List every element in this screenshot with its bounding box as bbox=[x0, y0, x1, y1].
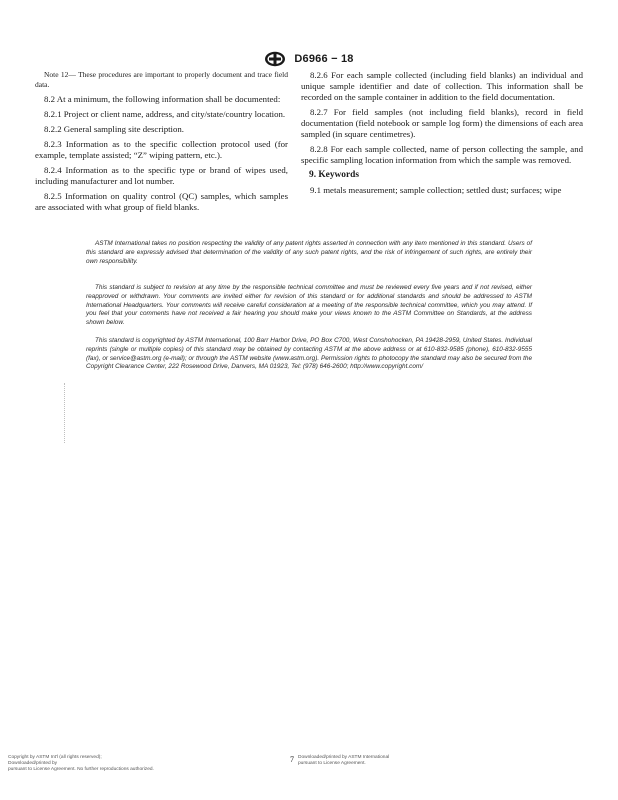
section-8-2-8: 8.2.8 For each sample collected, name of person collecting the sample, and specific sampling location information from which the sample was removed. bbox=[301, 144, 583, 165]
footer-license-right bbox=[298, 755, 498, 767]
section-8-2-7: 8.2.7 For field samples (not including field blanks), record in field documentation (field notebook or sample log form) the dimensions of each area sampled (in square centimetres). bbox=[301, 107, 583, 139]
section-8-2-4: 8.2.4 Information as to the specific type or brand of wipes used, including manufacturer and lot number. bbox=[35, 165, 288, 186]
footer-left-line: Downloaded/printed by bbox=[8, 761, 58, 766]
page-number: 7 bbox=[290, 755, 294, 764]
keywords-heading: 9. Keywords bbox=[309, 170, 359, 180]
margin-dotted-line bbox=[64, 383, 67, 443]
left-column bbox=[35, 70, 288, 217]
revision-notice-text: This standard is subject to revision at any time by the responsible technical committee and must be reviewed every five years and if not revised, either reapproved or withdrawn. Your comments are invited either for revision of this standard or for additional standards and should be addressed to ASTM International Headquarters. Your comments will receive careful consideration at a meeting of the responsible technical committee, which you may attend. If you feel that your comments have not received a fair hearing you should make your views known to the ASTM Committee on Standards, at the address shown below. bbox=[86, 284, 532, 327]
patent-notice-text: ASTM International takes no position respecting the validity of any patent rights asserted in connection with any item mentioned in this standard. Users of this standard are expressly advised that determination of the validity of any such patent rights, and the risk of infringement of such rights, are entirely their own responsibility. bbox=[86, 240, 532, 265]
copyright-notice bbox=[86, 337, 532, 372]
section-8-2-3: 8.2.3 Information as to the specific collection protocol used (for example, template assisted; “Z” wiping pattern, etc.). bbox=[35, 139, 288, 160]
note-12 bbox=[35, 70, 288, 90]
section-8-2-2: 8.2.2 General sampling site description. bbox=[44, 124, 184, 134]
right-column bbox=[301, 70, 583, 200]
section-8-2-6: 8.2.6 For each sample collected (including field blanks) an individual and unique sample identifier and date of collection. This information shall be recorded on the sample container in addition to the field documentation. bbox=[301, 70, 583, 102]
note-text: These procedures are important to properly document and trace field data. bbox=[35, 70, 288, 89]
document-header bbox=[0, 50, 618, 68]
keywords-text: 9.1 metals measurement; sample collection; settled dust; surfaces; wipe bbox=[310, 185, 562, 195]
footer-right-line: pursuant to License Agreement. bbox=[298, 761, 366, 766]
standard-designation: D6966 − 18 bbox=[294, 53, 354, 66]
footer-license-left bbox=[8, 755, 228, 773]
revision-notice bbox=[86, 284, 532, 328]
copyright-notice-text: This standard is copyrighted by ASTM International, 100 Barr Harbor Drive, PO Box C700, West Conshohocken, PA 19428-2959, United States. Individual reprints (single or multiple copies) of this standard may be obtained by contacting ASTM at the above address or at 610-832-9585 (phone), 610-832-9555 (fax), or service@astm.org (e-mail); or through the ASTM website (www.astm.org). Permission rights to photocopy the standard may also be secured from the Copyright Clearance Center, 222 Rosewood Drive, Danvers, MA 01923, Tel: (978) 646-2600; http://www.copyright.com/ bbox=[86, 337, 532, 371]
footer-left-line: Copyright by ASTM Int'l (all rights reserved); bbox=[8, 755, 102, 760]
section-8-2-5: 8.2.5 Information on quality control (QC) samples, which samples are associated with what group of field blanks. bbox=[35, 191, 288, 212]
footer-left-line: pursuant to License Agreement. No further reproductions authorized. bbox=[8, 767, 154, 772]
note-tag: Note 12— bbox=[44, 70, 76, 79]
astm-logo-icon bbox=[264, 51, 286, 67]
section-8-2-1: 8.2.1 Project or client name, address, and city/state/country location. bbox=[44, 109, 286, 119]
patent-notice bbox=[86, 240, 532, 266]
section-8-2: 8.2 At a minimum, the following information shall be documented: bbox=[44, 94, 281, 104]
footer-right-line: Downloaded/printed by ASTM International bbox=[298, 755, 390, 760]
